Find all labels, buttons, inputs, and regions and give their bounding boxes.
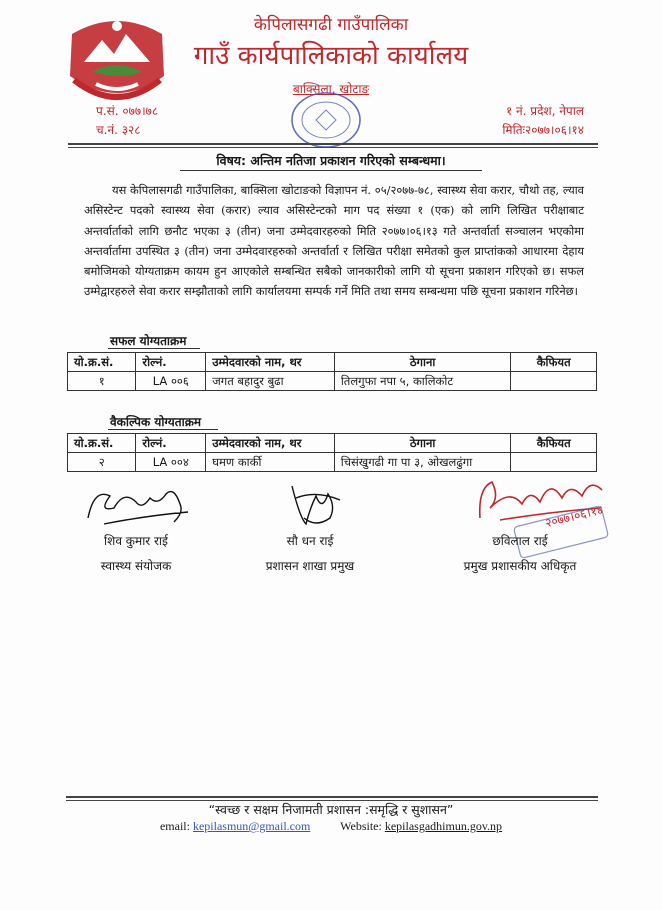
alternate-merit-table <box>67 433 597 472</box>
successful-merit-title: सफल योग्यताक्रम <box>110 334 187 348</box>
address-cell: चिसंखुगढी गा पा ३, ओखलढुंगा <box>334 453 511 472</box>
province-label: १ नं. प्रदेश, नेपाल <box>505 104 584 118</box>
footer-divider <box>66 796 598 798</box>
roll-cell: LA ००४ <box>136 453 206 472</box>
email-label: email: <box>159 819 190 833</box>
signatory-name: सौ धन राई <box>286 534 334 548</box>
serial-cell: १ <box>68 372 136 391</box>
table-header-row <box>68 353 597 372</box>
dispatch-number: च.नं. ३२८ <box>96 123 141 137</box>
header-divider-thin <box>68 147 598 148</box>
office-location: बाक्सिला, खोटाङ <box>292 82 370 96</box>
fiscal-year: प.सं. ०७७।७८ <box>96 104 159 118</box>
candidate-name-cell: घमण कार्की <box>206 453 335 472</box>
signature-health-coordinator <box>84 478 194 530</box>
serial-cell: २ <box>68 453 136 472</box>
alternate-merit-title: वैकल्पिक योग्यताक्रम <box>110 415 202 429</box>
subject-underline <box>180 170 482 171</box>
column-header: ठेगाना <box>334 353 511 372</box>
office-name: केपिलासगढी गाउँपालिका <box>253 15 409 35</box>
column-header: ठेगाना <box>334 434 511 453</box>
column-header: उम्मेदवारको नाम, थर <box>206 353 335 372</box>
column-header: यो.क्र.सं. <box>68 353 136 372</box>
website-link[interactable]: kepilasgadhimun.gov.np <box>384 819 503 833</box>
office-stamp-icon <box>288 90 364 150</box>
signatory-role: प्रशासन शाखा प्रमुख <box>265 559 355 573</box>
header-divider <box>68 143 598 145</box>
candidate-name-cell: जगत बहादुर बुढा <box>206 372 335 391</box>
section-underline <box>108 429 218 430</box>
column-header: रोल्नं. <box>136 353 206 372</box>
column-header: कैफियत <box>511 353 597 372</box>
table-header-row <box>68 434 597 453</box>
footer-motto: “स्वच्छ र सक्षम निजामती प्रशासन :समृद्धि र सुशासन” <box>208 802 454 817</box>
successful-merit-table <box>67 352 597 391</box>
signatory-role: स्वास्थ्य संयोजक <box>100 559 172 573</box>
subject-line: विषय: अन्तिम नतिजा प्रकाशन गरिएको सम्बन्धमा। <box>216 153 446 168</box>
roll-cell: LA ००६ <box>136 372 206 391</box>
column-header: रोल्नं. <box>136 434 206 453</box>
notice-body: यस केपिलासगढी गाउँपालिका, बाक्सिला खोटाङको विज्ञापन नं. ०५/२०७७-७८, स्वास्थ्य सेवा करार, चौथो तह, ल्याव असिस्टेन्ट पदको स्वास्थ्य सेवा (करार) ल्याव असिस्टेन्टको माग पद संख्या १ (एक) को लागि लिखित परीक्षाबाट अन्तर्वार्ताको लागि छनौट भएका ३ (तीन) जना उम्मेदवारहरुको मिति २०७७।०६।१३ गते अन्तर्वार्ता सञ्चालन भएकोमा अन्तर्वार्तामा उपस्थित ३ (तीन) जना उम्मेदवारहरुको अन्तर्वार्ता र लिखित परीक्षा समेतको कुल प्राप्तांकको आधारमा देहाय बमोजिमको योग्यताक्रम कायम हुन आएकोले सम्बन्धित सबैको जानकारीको लागि यो सूचना प्रकाशन गरिएको छ। सफल उम्मेद्वारहरुले सेवा करार सम्झौताको लागि कार्यालयमा सम्पर्क गर्ने मिति तथा समय सम्बन्धमा पछि सूचना प्रकाशन गरिनेछ। <box>84 183 584 299</box>
footer-contact <box>0 819 662 834</box>
signatory-role: प्रमुख प्रशासकीय अधिकृत <box>463 559 577 573</box>
column-header: कैफियत <box>511 434 597 453</box>
email-link[interactable]: kepilasmun@gmail.com <box>192 819 311 833</box>
column-header: उम्मेदवारको नाम, थर <box>206 434 335 453</box>
address-cell: तिलगुफा नपा ५, कालिकोट <box>334 372 511 391</box>
column-header: यो.क्र.सं. <box>68 434 136 453</box>
remarks-cell <box>511 372 597 391</box>
signatory-name: शिव कुमार राई <box>104 534 168 548</box>
issue-date: मितिः२०७७।०६।१४ <box>502 123 584 137</box>
website-label: Website: <box>340 819 382 833</box>
table-row <box>68 372 597 391</box>
office-title: गाउँ कार्यपालिकाको कार्यालय <box>193 41 469 71</box>
signatory-name: छविलाल राई <box>492 534 548 548</box>
official-stamp-icon <box>510 500 612 560</box>
handwritten-date: २०७७।०६।१४ <box>543 502 605 531</box>
signature-admin-chief <box>286 478 346 534</box>
section-underline <box>108 348 200 349</box>
